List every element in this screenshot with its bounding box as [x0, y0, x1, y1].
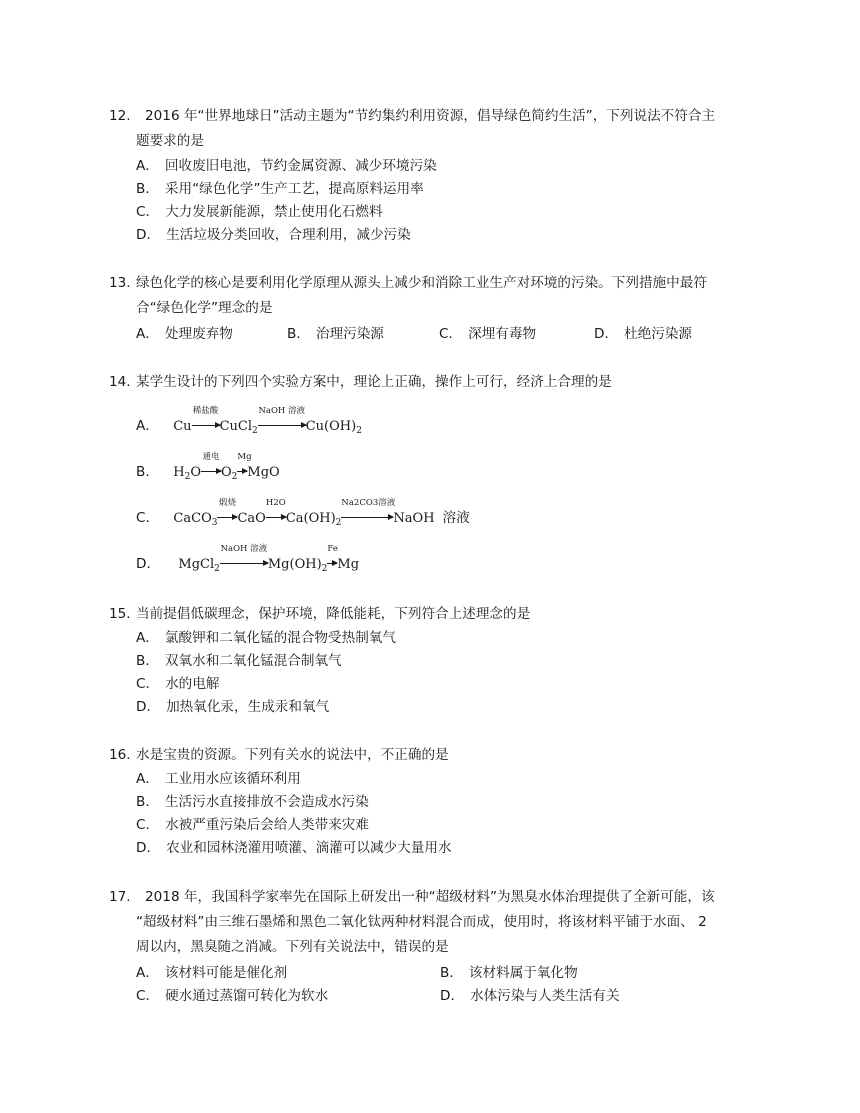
option-letter: C．	[439, 326, 463, 342]
option-letter: A．	[136, 418, 159, 434]
option-letter: C．	[136, 988, 160, 1004]
option-text: 水体污染与人类生活有关	[470, 988, 620, 1004]
question-number: 12.	[109, 108, 131, 124]
option-letter: D．	[594, 326, 619, 342]
option-c	[439, 324, 536, 344]
reaction-arrow	[220, 544, 268, 572]
formula-cao: CaO	[237, 511, 266, 526]
reaction-condition: H2O	[265, 498, 286, 508]
option-text: 治理污染源	[315, 326, 384, 342]
option-c	[136, 674, 219, 694]
option-letter: D．	[440, 988, 465, 1004]
formula-cu: Cu	[173, 419, 192, 434]
option-letter: C．	[136, 204, 160, 220]
option-a	[136, 156, 437, 176]
option-a	[136, 963, 287, 983]
option-a	[136, 406, 362, 436]
question-stem-line-2: 题要求的是	[136, 133, 204, 149]
formula-o2: $O_2$	[221, 465, 238, 482]
option-a	[136, 628, 396, 648]
option-d	[136, 697, 329, 717]
reaction-condition: Mg	[237, 452, 252, 462]
option-b	[136, 651, 342, 671]
option-text: 杜绝污染源	[624, 326, 693, 342]
formula-mg: Mg	[337, 557, 360, 572]
reaction-condition: Fe	[327, 544, 338, 554]
option-letter: C．	[136, 676, 160, 692]
option-b	[287, 324, 384, 344]
formula-h2o: $H_2O$	[173, 465, 201, 482]
reaction-arrow	[201, 452, 221, 480]
question-number: 16.	[109, 747, 131, 763]
option-letter: A．	[136, 326, 159, 342]
option-text: 水的电解	[165, 676, 220, 692]
option-text: 大力发展新能源，禁止使用化石燃料	[165, 204, 383, 220]
option-b	[136, 792, 369, 812]
question-stem-line-1: 水是宝贵的资源。下列有关水的说法中，不正确的是	[136, 747, 449, 763]
reaction-arrow	[258, 406, 306, 434]
formula-cuoh2: $Cu(OH)_2$	[305, 419, 362, 436]
option-text: 该材料属于氧化物	[468, 965, 578, 981]
option-text: 回收废旧电池，节约金属资源、减少环境污染	[164, 158, 437, 174]
option-text: 处理废弃物	[164, 326, 233, 342]
question-stem-line-3: 周以内，黑臭随之消减。下列有关说法中，错误的是	[136, 939, 449, 955]
option-a	[136, 769, 301, 789]
question-stem-line-1: 某学生设计的下列四个实验方案中，理论上正确，操作上可行，经济上合理的是	[136, 374, 612, 390]
option-d	[136, 838, 452, 858]
reaction-arrow	[341, 498, 396, 526]
reaction-arrow	[265, 498, 286, 526]
option-letter: B．	[136, 181, 159, 197]
option-d	[136, 225, 411, 245]
option-letter: A．	[136, 771, 159, 787]
option-b	[136, 179, 424, 199]
option-c	[136, 986, 328, 1006]
option-letter: A．	[136, 630, 159, 646]
option-letter: B．	[287, 326, 310, 342]
option-letter: B．	[136, 464, 159, 480]
reaction-condition: Na2CO3溶液	[341, 498, 396, 508]
option-letter: D．	[136, 556, 161, 572]
reaction-condition: 煅烧	[218, 498, 236, 508]
option-text: 该材料可能是催化剂	[164, 965, 288, 981]
option-text: 深埋有毒物	[468, 326, 537, 342]
option-letter: D．	[136, 699, 161, 715]
option-d	[440, 986, 620, 1006]
question-number: 13.	[109, 275, 131, 291]
formula-mgo: MgO	[247, 465, 280, 480]
option-letter: D．	[136, 840, 161, 856]
question-stem-line-2: 合“绿色化学”理念的是	[136, 300, 273, 316]
reaction-condition: NaOH 溶液	[258, 406, 306, 416]
option-b	[136, 452, 280, 482]
option-c	[136, 202, 383, 222]
option-text: 双氧水和二氧化锰混合制氧气	[164, 653, 342, 669]
option-a	[136, 324, 233, 344]
reaction-arrow	[327, 544, 338, 572]
formula-mgcl2: MgCl$_2$	[178, 557, 220, 574]
option-text: 农业和园林浇灌用喷灌、滴灌可以减少大量用水	[166, 840, 452, 856]
question-number: 15.	[109, 606, 131, 622]
option-letter: A．	[136, 965, 159, 981]
question-stem-line-1: 2018 年，我国科学家率先在国际上研发出一种“超级材料”为黑臭水体治理提供了全新可能，该	[145, 889, 715, 905]
option-letter: B．	[440, 965, 463, 981]
reaction-arrow	[237, 452, 252, 480]
option-text: 硬水通过蒸馏可转化为软水	[165, 988, 329, 1004]
question-stem-line-2: “超级材料”由三维石墨烯和黑色二氧化钛两种材料混合而成，使用时，将该材料平铺于水面、 2	[136, 914, 707, 930]
option-c	[136, 498, 470, 528]
option-text: 氯酸钾和二氧化锰的混合物受热制氧气	[164, 630, 396, 646]
formula-mgoh2: $Mg(OH)_2$	[267, 557, 328, 574]
question-stem-line-1: 2016 年“世界地球日”活动主题为“节约集约利用资源，倡导绿色简约生活”，下列说法不符合主	[145, 108, 716, 124]
option-b	[440, 963, 578, 983]
question-stem-line-1: 当前提倡低碳理念，保护环境，降低能耗，下列符合上述理念的是	[136, 606, 531, 622]
reaction-condition: NaOH 溶液	[220, 544, 268, 554]
reaction-condition: 通电	[202, 452, 220, 462]
option-d	[136, 544, 360, 574]
option-text: 生活污水直接排放不会造成水污染	[164, 794, 369, 810]
reaction-condition: 稀盐酸	[192, 406, 219, 416]
formula-cucl2: CuCl$_2$	[219, 419, 258, 436]
option-text: 工业用水应该循环利用	[164, 771, 301, 787]
option-letter: B．	[136, 653, 159, 669]
option-letter: A．	[136, 158, 159, 174]
solution-label: 溶液	[442, 510, 470, 526]
formula-caoh2: $Ca(OH)_2$	[285, 511, 342, 528]
question-number: 17.	[109, 889, 131, 905]
option-letter: B．	[136, 794, 159, 810]
formula-naoh: NaOH	[393, 511, 435, 526]
option-letter: C．	[136, 510, 160, 526]
formula-caco3: CaCO$_3$	[173, 511, 218, 528]
reaction-arrow	[217, 498, 237, 526]
question-number: 14.	[109, 374, 131, 390]
question-stem-line-1: 绿色化学的核心是要利用化学原理从源头上减少和消除工业生产对环境的污染。下列措施中最符	[136, 275, 707, 291]
option-text: 加热氧化汞，生成汞和氧气	[166, 699, 330, 715]
option-text: 生活垃圾分类回收，合理利用，减少污染	[166, 227, 411, 243]
option-text: 采用“绿色化学”生产工艺，提高原料运用率	[164, 181, 424, 197]
option-text: 水被严重污染后会给人类带来灾难	[165, 817, 369, 833]
option-letter: D．	[136, 227, 161, 243]
option-letter: C．	[136, 817, 160, 833]
option-c	[136, 815, 369, 835]
option-d	[594, 324, 692, 344]
reaction-arrow	[192, 406, 220, 434]
